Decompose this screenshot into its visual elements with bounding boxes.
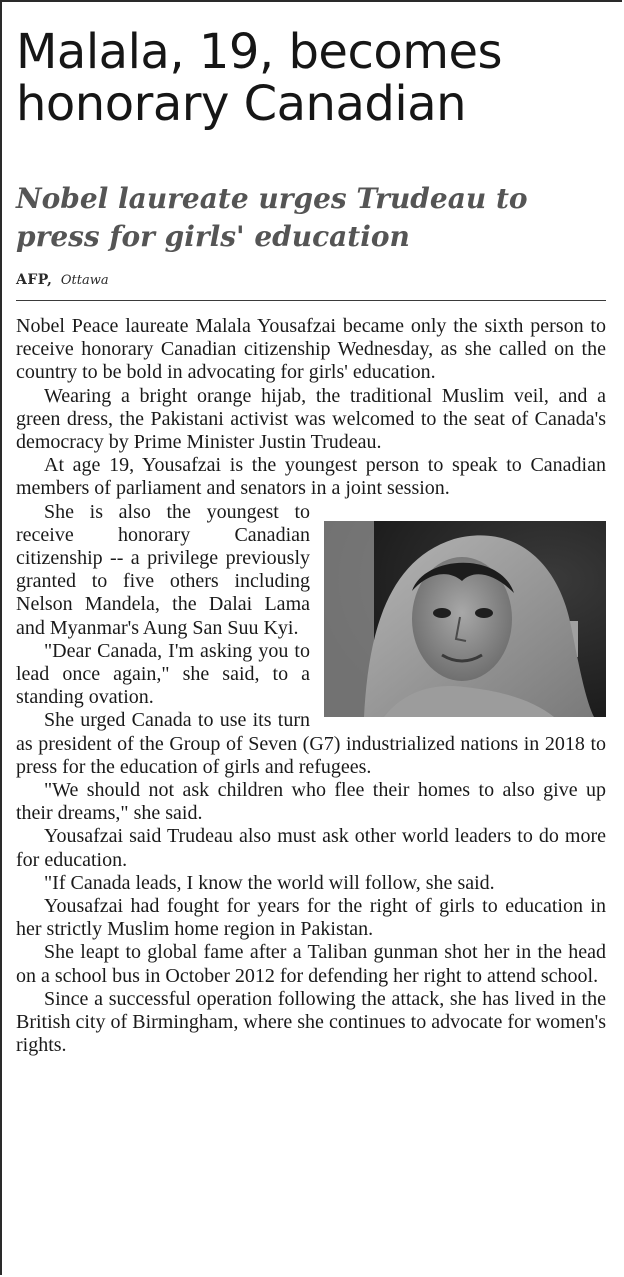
paragraph-8: Yousafzai said Trudeau also must ask other world leaders to do more for education. — [16, 825, 606, 871]
paragraph-7: "We should not ask children who flee their homes to also give up their dreams," she said. — [16, 779, 606, 825]
paragraph-1: Nobel Peace laureate Malala Yousafzai became only the sixth person to receive honorary Canadian citizenship Wednesday, as she called on the country to be bold in advocating for girls' education. — [16, 315, 606, 384]
byline-agency: AFP, — [16, 272, 53, 288]
paragraph-11: She leapt to global fame after a Taliban gunman shot her in the head on a school bus in October 2012 for defending her right to attend school. — [16, 941, 606, 987]
paragraph-9: "If Canada leads, I know the world will follow, she said. — [44, 871, 495, 894]
subheadline: Nobel laureate urges Trudeau to press for girls' education — [16, 182, 528, 253]
paragraph-3: At age 19, Yousafzai is the youngest person to speak to Canadian members of parliament and senators in a joint session. — [16, 454, 606, 500]
byline-location: Ottawa — [60, 273, 109, 288]
byline — [16, 272, 109, 288]
paragraph-12: Since a successful operation following the attack, she has lived in the British city of Birmingham, where she continues to advocate for women's rights. — [16, 987, 606, 1057]
portrait-photo — [324, 521, 606, 717]
portrait-photo-icon — [324, 521, 606, 717]
headline: Malala, 19, becomes honorary Canadian — [16, 24, 502, 132]
divider — [16, 300, 606, 301]
paragraph-5: "Dear Canada, I'm asking you to lead once again," she said, to a standing ovation. — [16, 639, 310, 709]
paragraph-10: Yousafzai had fought for years for the right of girls to education in her strictly Muslim home region in Pakistan. — [16, 895, 606, 941]
paragraph-6: She urged Canada to use its turn as president of the Group of Seven (G7) industrialized nations in 2018 to press for the education of girls and refugees. — [16, 709, 606, 778]
article-body — [16, 315, 606, 1058]
paragraph-4: She is also the youngest to receive honorary Canadian citizenship -- a privilege previously granted to five others including Nelson Mandela, the Dalai Lama and Myanmar's Aung San Suu Kyi. — [16, 500, 310, 639]
paragraph-2: Wearing a bright orange hijab, the traditional Muslim veil, and a green dress, the Pakistani activist was welcomed to the seat of Canada's democracy by Prime Minister Justin Trudeau. — [16, 384, 606, 454]
